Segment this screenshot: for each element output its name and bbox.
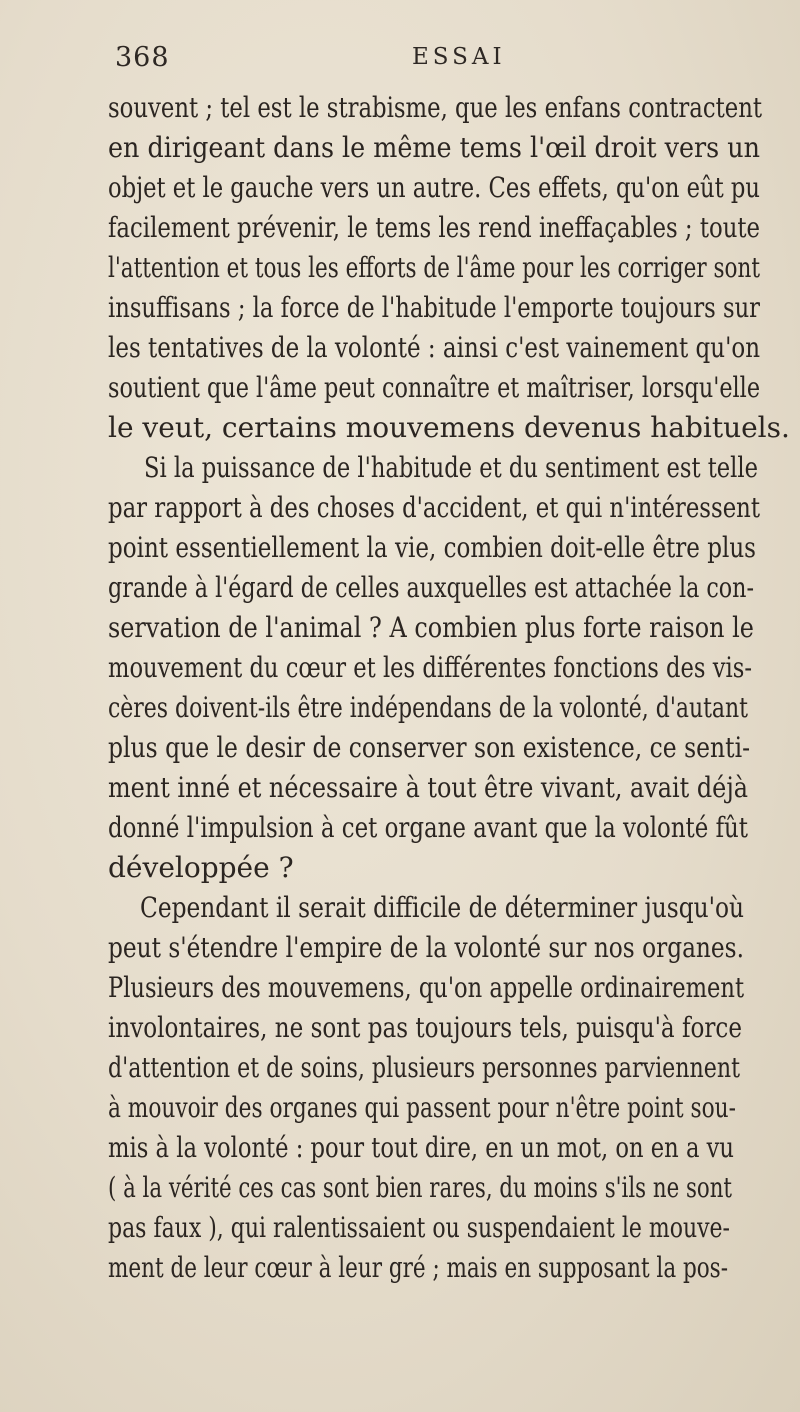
text-line: mis à la volonté : pour tout dire, en un mot, on en a vu bbox=[108, 1131, 735, 1164]
text-line: en dirigeant dans le même tems l'œil droit vers un bbox=[108, 131, 760, 164]
text-line: cères doivent-ils être indépendans de la volonté, d'autant bbox=[108, 691, 749, 724]
text-line: donné l'impulsion à cet organe avant que la volonté fût bbox=[108, 811, 748, 844]
text-line: pas faux ), qui ralentissaient ou suspendaient le mouve- bbox=[108, 1211, 730, 1244]
text-line: souvent ; tel est le strabisme, que les enfans contractent bbox=[108, 91, 762, 124]
text-line: ment de leur cœur à leur gré ; mais en supposant la pos- bbox=[108, 1251, 728, 1284]
text-line: servation de l'animal ? A combien plus forte raison le bbox=[108, 611, 754, 644]
text-line: plus que le desir de conserver son existence, ce senti- bbox=[108, 731, 750, 764]
text-line: ( à la vérité ces cas sont bien rares, du moins s'ils ne sont bbox=[108, 1171, 732, 1204]
text-line: le veut, certains mouvemens devenus habituels. bbox=[108, 411, 790, 444]
text-line: les tentatives de la volonté : ainsi c'est vainement qu'on bbox=[108, 331, 761, 364]
running-head bbox=[0, 42, 800, 78]
text-line: Plusieurs des mouvemens, qu'on appelle ordinairement bbox=[108, 971, 745, 1004]
text-line: insuffisans ; la force de l'habitude l'emporte toujours sur bbox=[108, 291, 760, 324]
text-line: point essentiellement la vie, combien doit-elle être plus bbox=[108, 531, 756, 564]
text-line: soutient que l'âme peut connaître et maîtriser, lorsqu'elle bbox=[108, 371, 761, 404]
text-line: involontaires, ne sont pas toujours tels, puisqu'à force bbox=[108, 1011, 742, 1044]
running-title: ESSAI bbox=[412, 44, 506, 70]
text-line: l'attention et tous les efforts de l'âme pour les corriger sont bbox=[108, 251, 760, 284]
text-line: développée ? bbox=[108, 851, 294, 884]
text-line: Cependant il serait difficile de déterminer jusqu'où bbox=[140, 891, 745, 924]
text-line: peut s'étendre l'empire de la volonté sur nos organes. bbox=[108, 931, 744, 964]
text-line: à mouvoir des organes qui passent pour n'être point sou- bbox=[108, 1091, 736, 1124]
page-number: 368 bbox=[115, 42, 170, 73]
text-line: grande à l'égard de celles auxquelles est attachée la con- bbox=[108, 571, 754, 604]
text-line: ment inné et nécessaire à tout être vivant, avait déjà bbox=[108, 771, 748, 804]
text-line: Si la puissance de l'habitude et du sentiment est telle bbox=[144, 451, 758, 484]
text-line: par rapport à des choses d'accident, et qui n'intéressent bbox=[108, 491, 761, 524]
text-line: objet et le gauche vers un autre. Ces effets, qu'on eût pu bbox=[108, 171, 760, 204]
text-line: mouvement du cœur et les différentes fonctions des vis- bbox=[108, 651, 752, 684]
text-line: d'attention et de soins, plusieurs personnes parviennent bbox=[108, 1051, 741, 1084]
text-line: facilement prévenir, le tems les rend ineffaçables ; toute bbox=[108, 211, 761, 244]
